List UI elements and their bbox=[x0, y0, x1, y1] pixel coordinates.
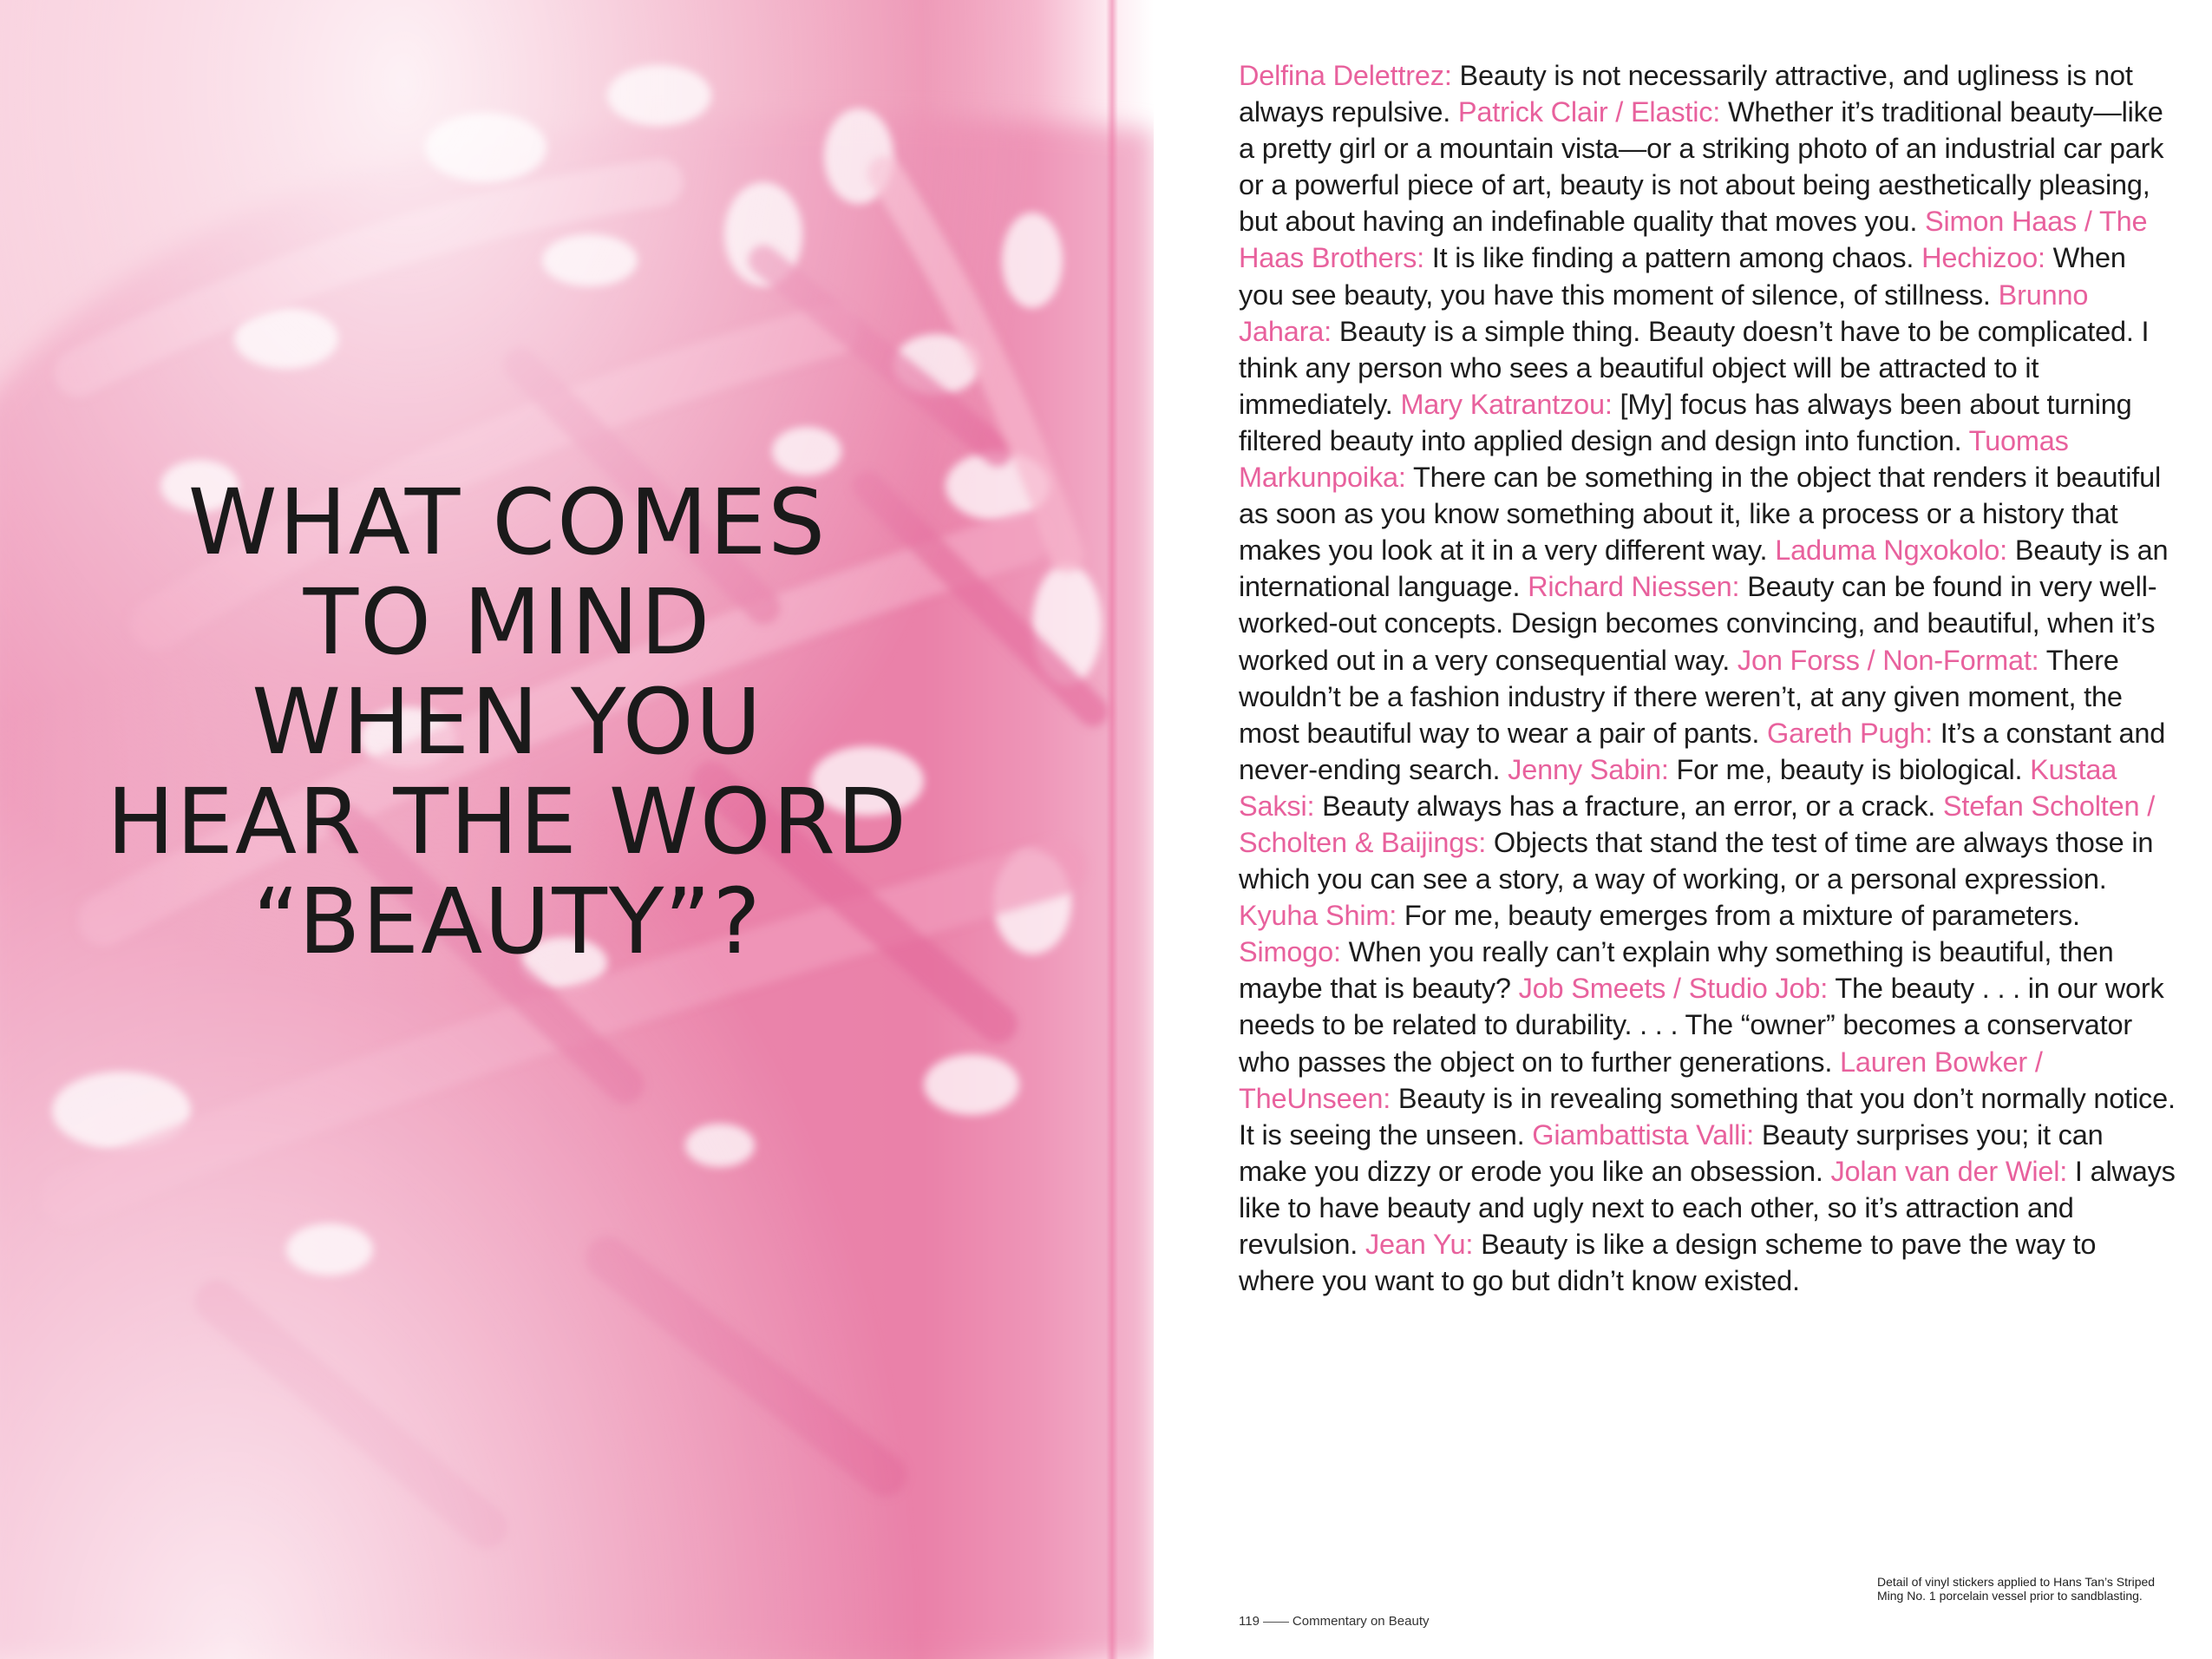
speaker-name: Giambattista Valli: bbox=[1532, 1118, 1754, 1151]
speaker-name: Jolan van der Wiel: bbox=[1830, 1155, 2068, 1187]
speaker-name: Kyuha Shim: bbox=[1239, 900, 1397, 932]
quote-text: Objects that stand the test of time are always those in which you can see a story, a way of working, or a personal expression. bbox=[1239, 826, 2154, 895]
quote-text: There can be something in the object that renders it beautiful as soon as you know something about it, like a process or a history that makes you look at it in a very different way. bbox=[1239, 462, 2161, 567]
quote-text: When you see beauty, you have this moment of silence, of stillness. bbox=[1239, 242, 2126, 311]
speaker-name: Richard Niessen: bbox=[1528, 571, 1740, 603]
quote-text: The beauty . . . in our work needs to be related to durability. . . . The “owner” becomes a conservator who passes the object on to further generations. bbox=[1239, 973, 2164, 1078]
speaker-name: Lauren Bowker / TheUnseen: bbox=[1239, 1046, 2043, 1114]
page-fold bbox=[1106, 0, 1118, 1659]
quote-text: Whether it’s traditional beauty—like a pretty girl or a mountain vista—or a striking photo of an industrial car park or a powerful piece of art, beauty is not about being aesthetically pleasing, but about having an indefinable quality that moves you. bbox=[1239, 96, 2164, 238]
speaker-name: Gareth Pugh: bbox=[1767, 717, 1933, 749]
quote-text: Beauty is like a design scheme to pave the way to where you want to go but didn’t know existed. bbox=[1239, 1229, 2097, 1297]
headline-line: “BEAUTY”? bbox=[252, 869, 762, 974]
page-number: 119 bbox=[1239, 1614, 1260, 1629]
quote-text: Beauty surprises you; it can make you dizzy or erode you like an obsession. bbox=[1239, 1118, 2104, 1187]
speaker-name: Simon Haas / The Haas Brothers: bbox=[1239, 206, 2148, 274]
page-folio bbox=[1239, 1614, 1430, 1629]
headline bbox=[74, 469, 941, 974]
headline-line: HEAR THE WORD bbox=[107, 769, 908, 875]
speaker-name: Kustaa Saksi: bbox=[1239, 753, 2117, 822]
headline-line: TO MIND bbox=[303, 569, 712, 675]
quote-text: For me, beauty emerges from a mixture of parameters. bbox=[1397, 900, 2080, 932]
speaker-name: Jon Forss / Non-Format: bbox=[1737, 644, 2039, 676]
speaker-name: Jenny Sabin: bbox=[1508, 753, 1669, 785]
quote-text: Beauty is in revealing something that you don’t normally notice. It is seeing the unseen. bbox=[1239, 1082, 2176, 1151]
quote-text: Beauty is not necessarily attractive, and ugliness is not always repulsive. bbox=[1239, 60, 2133, 128]
headline-line: WHAT COMES bbox=[187, 469, 828, 575]
speaker-name: Delfina Delettrez: bbox=[1239, 60, 1452, 91]
speaker-name: Job Smeets / Studio Job: bbox=[1518, 973, 1829, 1005]
quote-text: Beauty is an international language. bbox=[1239, 534, 2169, 603]
commentary-paragraph bbox=[1239, 57, 2176, 1299]
quote-text: For me, beauty is biological. bbox=[1668, 753, 2031, 785]
speaker-name: Hechizoo: bbox=[1921, 242, 2045, 274]
quote-text: It is like finding a pattern among chaos. bbox=[1423, 242, 1922, 274]
quote-text: Beauty always has a fracture, an error, or a crack. bbox=[1314, 790, 1943, 822]
headline-line: WHEN YOU bbox=[252, 669, 763, 775]
speaker-name: Simogo: bbox=[1239, 936, 1341, 968]
quote-text: Beauty is a simple thing. Beauty doesn’t have to be complicated. I think any person who sees a beautiful object will be attracted to it immediately. bbox=[1239, 315, 2150, 420]
speaker-name: Stefan Scholten / Scholten & Baijings: bbox=[1239, 790, 2156, 858]
quote-text: Beauty can be found in very well-worked-out concepts. Design becomes convincing, and beautiful, when it’s worked out in a very consequential way. bbox=[1239, 571, 2157, 676]
speaker-name: Laduma Ngxokolo: bbox=[1775, 534, 2008, 567]
quote-text: I always like to have beauty and ugly next to each other, so it’s attraction and revulsion. bbox=[1239, 1155, 2176, 1260]
quote-text: It’s a constant and never-ending search. bbox=[1239, 717, 2166, 785]
section-title: Commentary on Beauty bbox=[1292, 1614, 1430, 1629]
quote-text: When you really can’t explain why something is beautiful, then maybe that is beauty? bbox=[1239, 936, 2114, 1005]
speaker-name: Tuomas Markunpoika: bbox=[1239, 424, 2069, 494]
commentary-body bbox=[1239, 57, 2176, 1299]
speaker-name: Mary Katrantzou: bbox=[1400, 388, 1613, 420]
photo-caption: Detail of vinyl stickers applied to Hans Tan’s Striped Ming No. 1 porcelain vessel prior to sandblasting. bbox=[1877, 1575, 2156, 1603]
speaker-name: Jean Yu: bbox=[1365, 1229, 1474, 1260]
speaker-name: Patrick Clair / Elastic: bbox=[1457, 96, 1721, 128]
folio-rule bbox=[1263, 1622, 1289, 1623]
quote-text: [My] focus has always been about turning filtered beauty into applied design and design into function. bbox=[1239, 388, 2132, 456]
speaker-name: Brunno Jahara: bbox=[1239, 279, 2089, 347]
quote-text: There wouldn’t be a fashion industry if there weren’t, at any given moment, the most beautiful way to wear a pair of pants. bbox=[1239, 644, 2123, 749]
